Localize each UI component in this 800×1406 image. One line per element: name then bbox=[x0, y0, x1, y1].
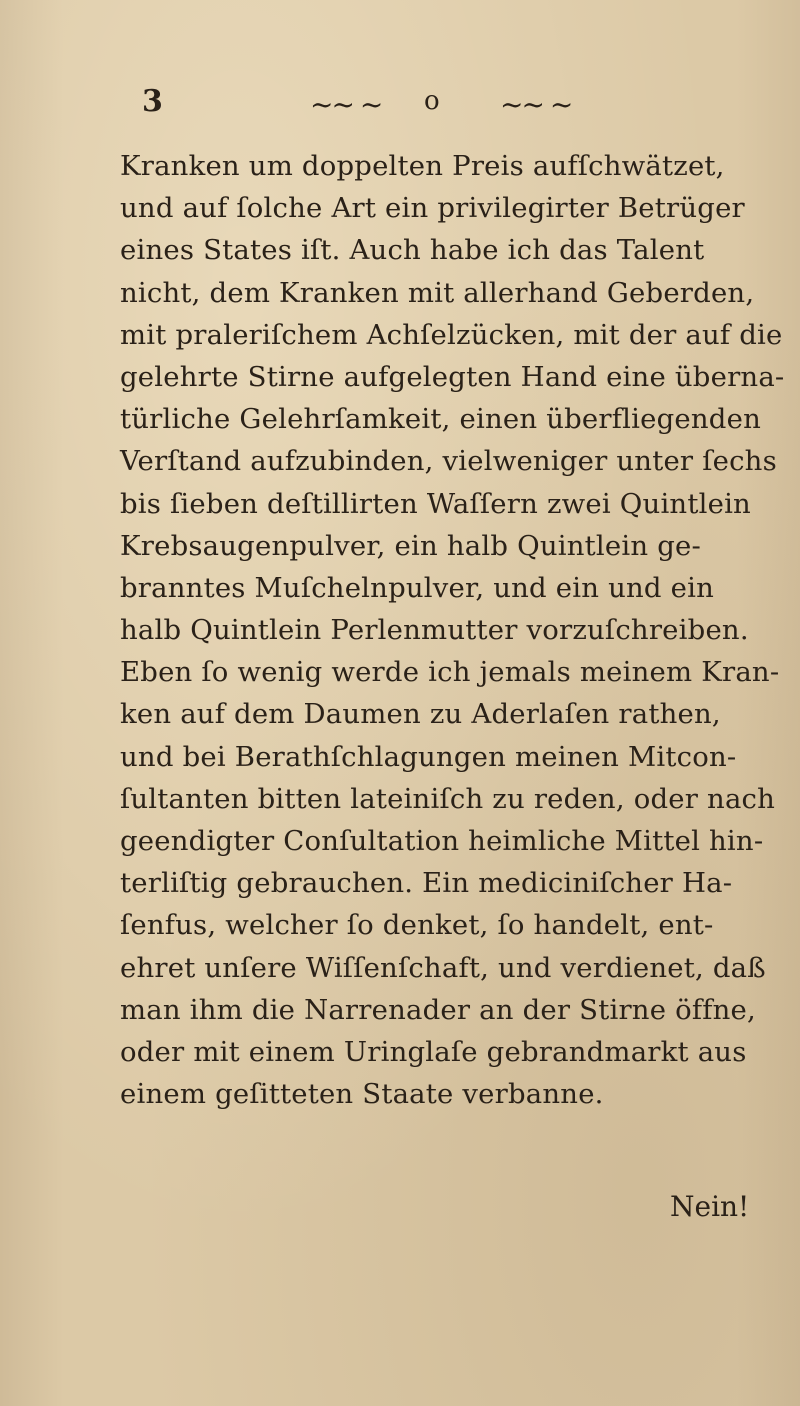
page-header bbox=[120, 84, 720, 124]
text-line: Eben ſo wenig werde ich jemals meinem Kran- bbox=[120, 656, 780, 689]
text-line: bis ſieben deſtillirten Waſſern zwei Quintlein bbox=[120, 487, 751, 520]
text-line: Krebsaugenpulver, ein halb Quintlein ge- bbox=[120, 529, 701, 562]
catchword: Nein! bbox=[670, 1190, 750, 1223]
text-line: ſultanten bitten lateiniſch zu reden, oder nach bbox=[120, 782, 776, 815]
text-line: branntes Muſchelnpulver, und ein und ein bbox=[120, 571, 715, 604]
text-line: gelehrte Stirne aufgelegten Hand eine überna- bbox=[120, 360, 785, 393]
text-line: mit praleriſchem Achſelzücken, mit der auf die bbox=[120, 318, 783, 351]
text-line: türliche Gelehrſamkeit, einen überfliegenden bbox=[120, 403, 761, 436]
center-ornament-icon: o bbox=[424, 86, 440, 116]
body-text bbox=[120, 145, 785, 1115]
text-line: ken auf dem Daumen zu Aderlaſen rathen, bbox=[120, 698, 721, 731]
text-line: und bei Berathſchlagungen meinen Mitcon- bbox=[120, 740, 737, 773]
text-line: Kranken um doppelten Preis aufſchwätzet, bbox=[120, 150, 725, 182]
text-line: terliſtig gebrauchen. Ein mediciniſcher Ha- bbox=[120, 867, 733, 900]
text-line: nicht, dem Kranken mit allerhand Geberden, bbox=[120, 276, 755, 309]
text-line: ehret unſere Wiſſenſchaft, und verdienet, daß bbox=[120, 951, 766, 984]
text-line: halb Quintlein Perlenmutter vorzuſchreiben. bbox=[120, 614, 749, 647]
text-line: und auf ſolche Art ein privilegirter Betrüger bbox=[120, 192, 745, 225]
text-line: ſenfus, welcher ſo denket, ſo handelt, ent- bbox=[120, 909, 714, 942]
ornament-right-icon: ~~ ~ bbox=[500, 88, 572, 121]
signature-mark: 3 bbox=[142, 84, 163, 119]
text-line: einem geſitteten Staate verbanne. bbox=[120, 1078, 604, 1111]
text-line: geendigter Conſultation heimliche Mittel hin- bbox=[120, 825, 764, 857]
text-line: Verſtand aufzubinden, vielweniger unter ſechs bbox=[120, 445, 777, 478]
text-line: man ihm die Narrenader an der Stirne öffne, bbox=[120, 993, 756, 1026]
ornament-left-icon: ~~ ~ bbox=[310, 88, 382, 121]
text-line: oder mit einem Uringlaſe gebrandmarkt aus bbox=[120, 1035, 747, 1068]
text-line: eines States iſt. Auch habe ich das Talent bbox=[120, 234, 705, 267]
